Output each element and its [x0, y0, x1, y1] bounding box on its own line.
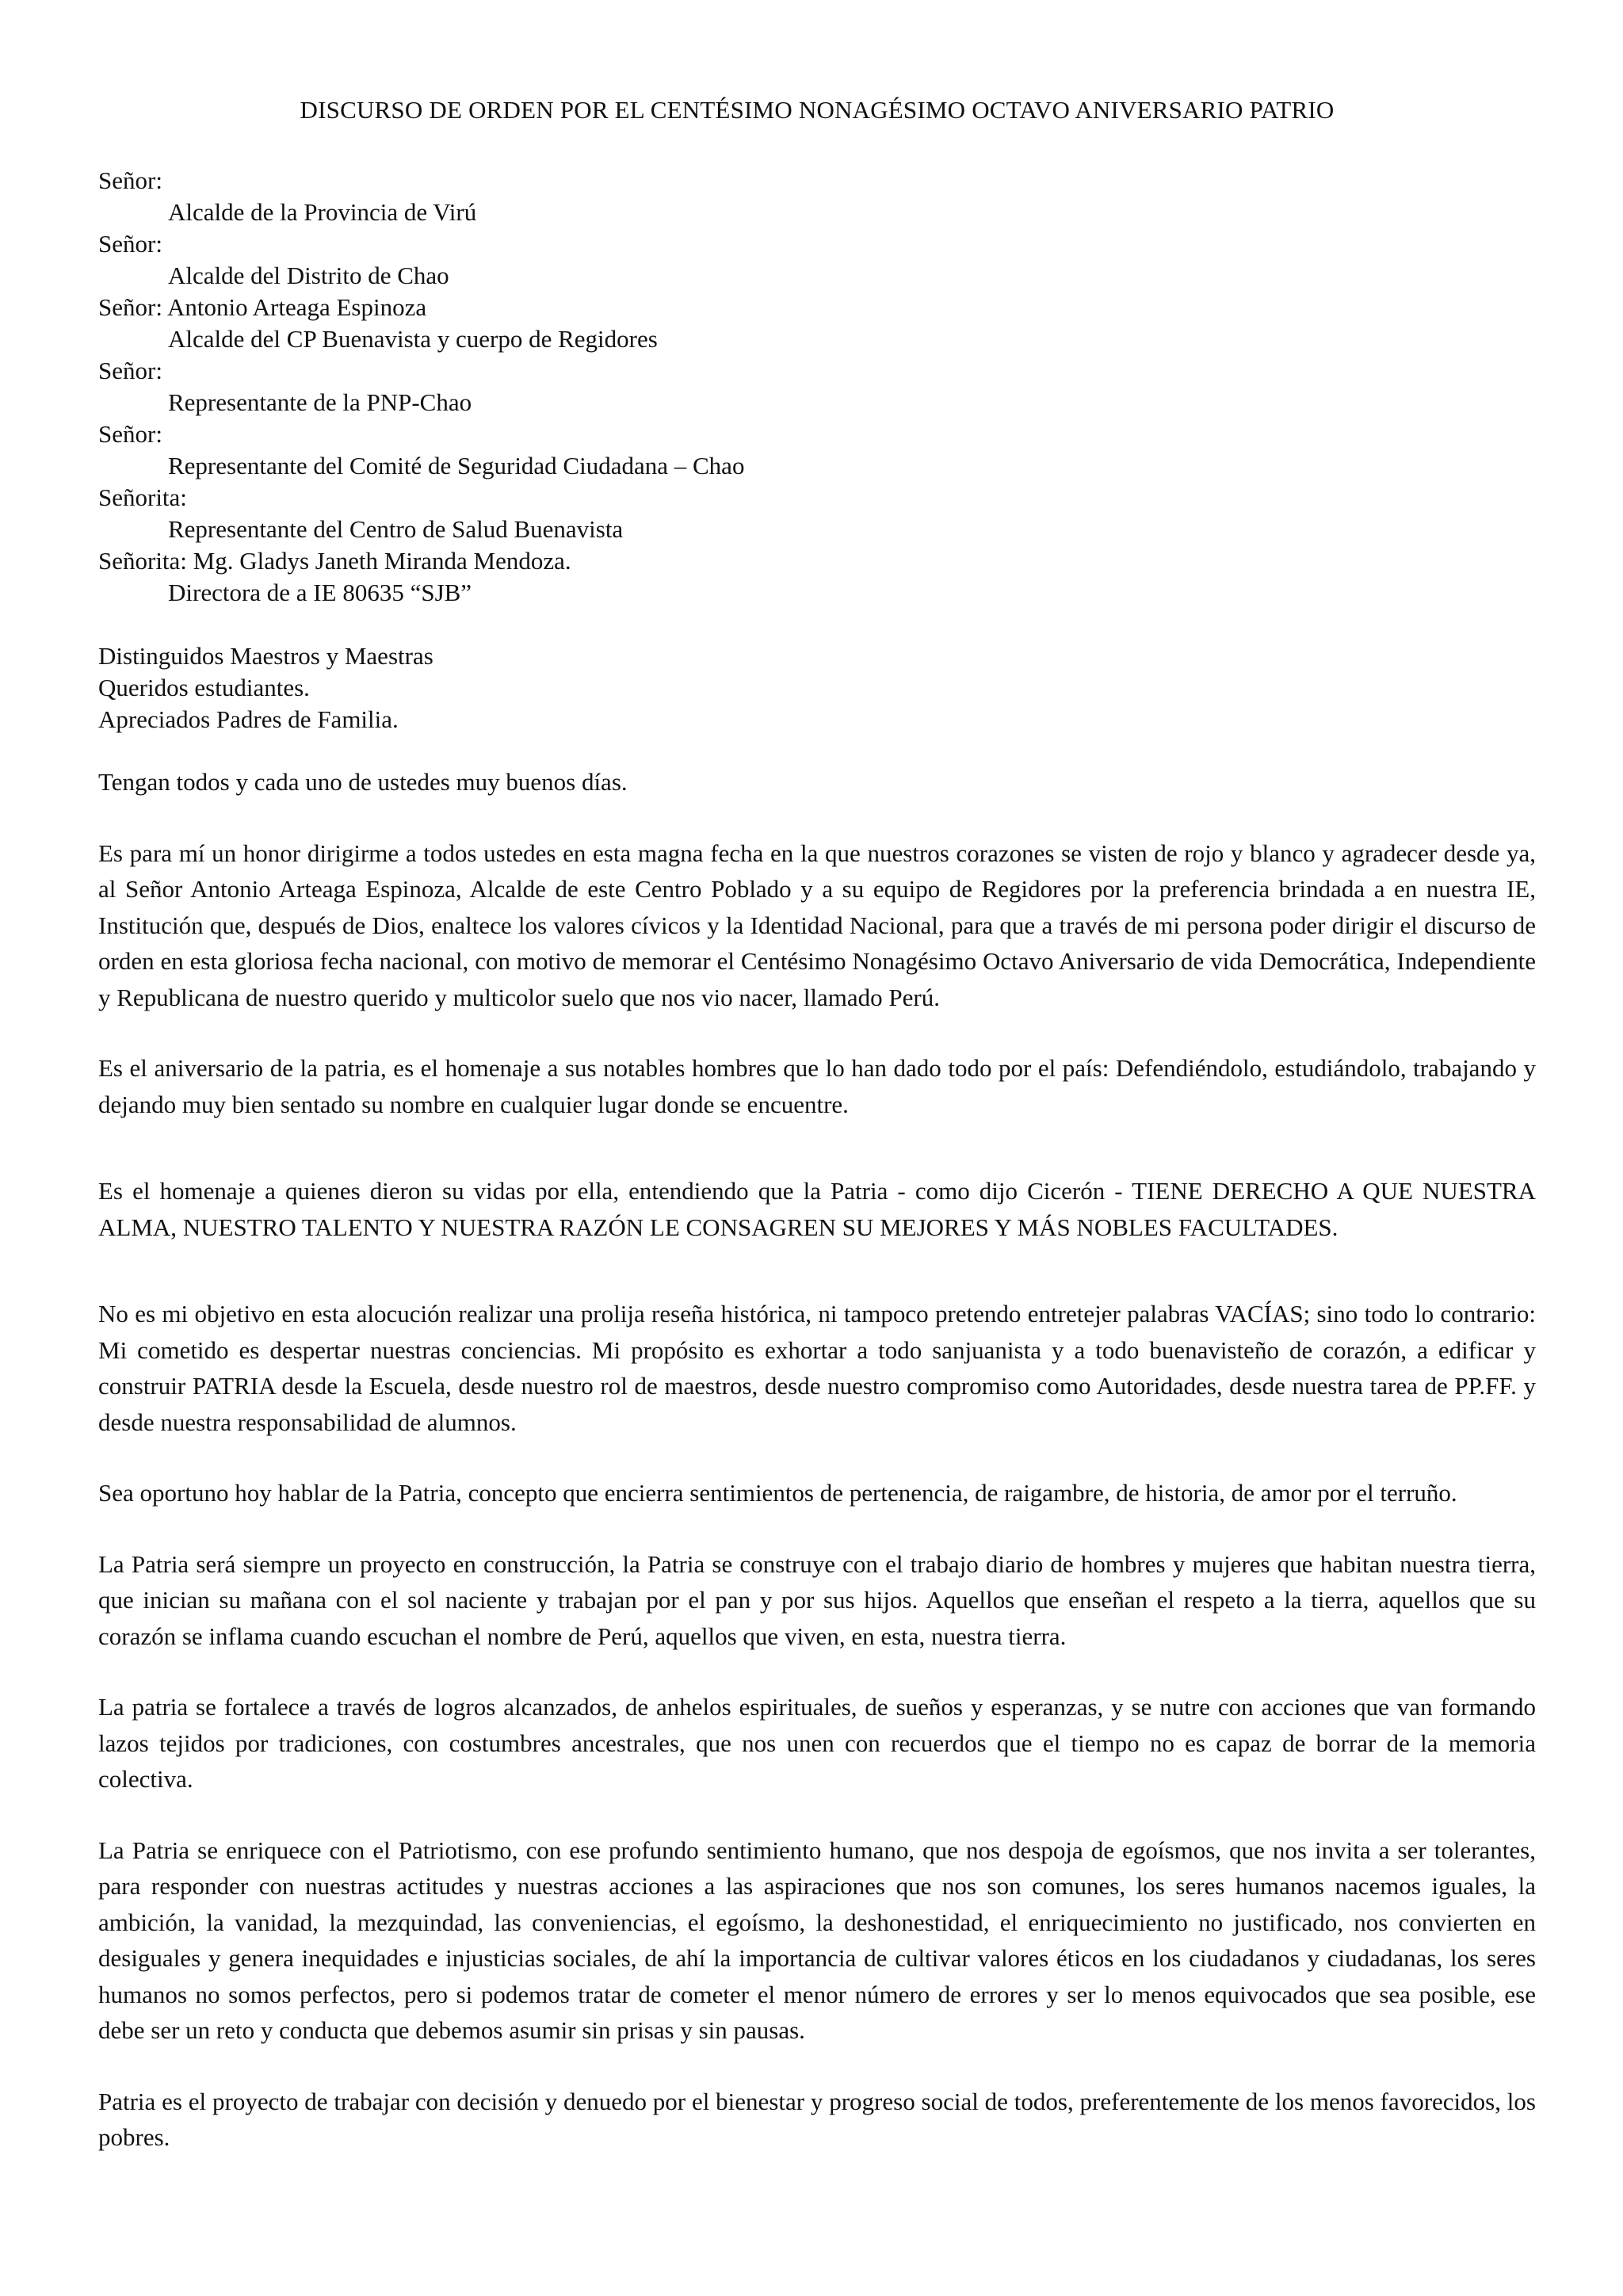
paragraph: No es mi objetivo en esta alocución realizar una prolija reseña histórica, ni tampoco pretendo entretejer palabras VACÍAS; sino todo lo contrario: Mi cometido es despertar nuestras conciencias. Mi propósito es exhortar a todo sanjuanista y a todo buenavisteño de corazón, a edificar y construir PATRIA desde la Escuela, desde nuestro rol de maestros, desde nuestro compromiso como Autoridades, desde nuestra tarea de PP.FF. y desde nuestra responsabilidad de alumnos.	[98, 1300, 1536, 1436]
salutation-line: Alcalde del CP Buenavista y cuerpo de Regidores	[168, 325, 658, 353]
salutation-line: Alcalde de la Provincia de Virú	[168, 198, 477, 226]
salutation-line: Directora de a IE 80635 “SJB”	[168, 579, 472, 606]
salutation-line: Señor:	[98, 166, 162, 194]
paragraph: La Patria será siempre un proyecto en construcción, la Patria se construye con el trabajo diario de hombres y mujeres que habitan nuestra tierra, que inician su mañana con el sol naciente y trabajan por el pan y por sus hijos. Aquellos que enseñan el respeto a la tierra, aquellos que su corazón se inflama cuando escuchan el nombre de Perú, aquellos que viven, en esta, nuestra tierra.	[98, 1549, 1536, 1650]
paragraph: Es para mí un honor dirigirme a todos ustedes en esta magna fecha en la que nuestros corazones se visten de rojo y blanco y agradecer desde ya, al Señor Antonio Arteaga Espinoza, Alcalde de este Centro Poblado y a su equipo de Regidores por la preferencia brindada a en nuestra IE, Institución que, después de Dios, enaltece los valores cívicos y la Identidad Nacional, para que a través de mi persona poder dirigir el discurso de orden en esta gloriosa fecha nacional, con motivo de memorar el Centésimo Nonagésimo Octavo Aniversario de vida Democrática, Independiente y Republicana de nuestro querido y multicolor suelo que nos vio nacer, llamado Perú.	[98, 839, 1536, 1011]
salutation-line: Señor: Antonio Arteaga Espinoza	[98, 293, 427, 321]
greetings-block	[98, 640, 1536, 735]
paragraph: Es el homenaje a quienes dieron su vidas por ella, entendiendo que la Patria - como dijo Cicerón - TIENE DERECHO A QUE NUESTRA ALMA, NUESTRO TALENTO Y NUESTRA RAZÓN LE CONSAGREN SU MEJORES Y MÁS NOBLES FACULTADES.	[98, 1177, 1536, 1241]
greeting-line: Distinguidos Maestros y Maestras	[98, 642, 433, 670]
paragraph: Patria es el proyecto de trabajar con decisión y denuedo por el bienestar y progreso social de todos, preferentemente de los menos favorecidos, los pobres.	[98, 2087, 1536, 2151]
opening-line: Tengan todos y cada uno de ustedes muy buenos días.	[98, 768, 628, 796]
paragraph: Es el aniversario de la patria, es el homenaje a sus notables hombres que lo han dado todo por el país: Defendiéndolo, estudiándolo, trabajando y dejando muy bien sentado su nombre en cualquier lugar donde se encuentre.	[98, 1054, 1536, 1118]
salutation-line: Representante del Comité de Seguridad Ciudadana – Chao	[168, 452, 745, 479]
salutation-line: Señorita: Mg. Gladys Janeth Miranda Mendoza.	[98, 547, 571, 575]
salutation-line: Señor:	[98, 420, 162, 448]
salutation-line: Representante de la PNP-Chao	[168, 388, 472, 416]
salutations-block	[98, 165, 1536, 609]
salutation-line: Señor:	[98, 357, 162, 384]
paragraph: La Patria se enriquece con el Patriotismo, con ese profundo sentimiento humano, que nos despoja de egoísmos, que nos invita a ser tolerantes, para responder con nuestras actitudes y nuestras acciones a las aspiraciones que nos son comunes, los seres humanos nacemos iguales, la ambición, la vanidad, la mezquindad, las conveniencias, el egoísmo, la deshonestidad, el enriquecimiento no justificado, nos convierten en desiguales y genera inequidades e injusticias sociales, de ahí la importancia de cultivar valores éticos en los ciudadanos y ciudadanas, los seres humanos no somos perfectos, pero si podemos tratar de cometer el menor número de errores y ser lo menos equivocados que sea posible, ese debe ser un reto y conducta que debemos asumir sin prisas y sin pausas.	[98, 1836, 1536, 2044]
salutation-line: Señor:	[98, 230, 162, 258]
greeting-line: Apreciados Padres de Familia.	[98, 705, 399, 733]
salutation-line: Representante del Centro de Salud Buenavista	[168, 515, 624, 543]
greeting-line: Queridos estudiantes.	[98, 674, 310, 701]
document-title: DISCURSO DE ORDEN POR EL CENTÉSIMO NONAGÉSIMO OCTAVO ANIVERSARIO PATRIO	[300, 96, 1335, 124]
paragraph: Sea oportuno hoy hablar de la Patria, concepto que encierra sentimientos de pertenencia, de raigambre, de historia, de amor por el terruño.	[98, 1479, 1457, 1507]
salutation-line: Señorita:	[98, 483, 187, 511]
salutation-line: Alcalde del Distrito de Chao	[168, 262, 449, 289]
paragraph: La patria se fortalece a través de logros alcanzados, de anhelos espirituales, de sueños y esperanzas, y se nutre con acciones que van formando lazos tejidos por tradiciones, con costumbres ancestrales, que nos unen con recuerdos que el tiempo no es capaz de borrar de la memoria colectiva.	[98, 1693, 1536, 1793]
